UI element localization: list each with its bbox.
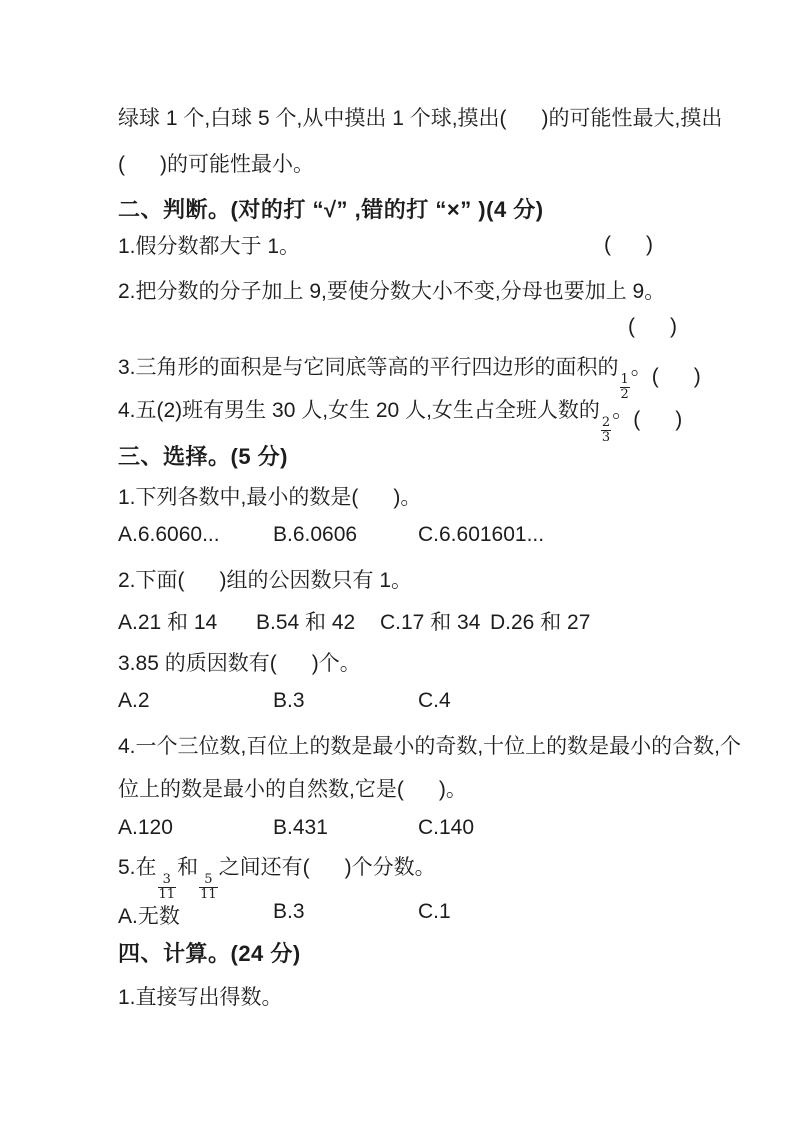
- choice-q2-options: [118, 606, 677, 636]
- answer-bracket: ( ): [633, 407, 683, 431]
- fraction-one-half: $\frac{1}{2}$: [620, 372, 629, 403]
- choice-q2-text: 2.下面( )组的公因数只有 1。: [118, 569, 413, 592]
- option-c: C.1: [418, 900, 451, 923]
- judge-item-1: [118, 230, 677, 260]
- choice-q5-options: [118, 900, 677, 930]
- option-c: C.4: [418, 689, 451, 712]
- choice-q3-text: 3.85 的质因数有( )个。: [118, 652, 361, 675]
- calc-section-heading: 四、计算。(24 分): [118, 941, 301, 966]
- option-c: C.140: [418, 816, 475, 839]
- choice-q1-options: [118, 523, 677, 553]
- judge-section-heading: 二、判断。(对的打 “√” ,错的打 “×” )(4 分): [118, 197, 544, 222]
- choice-q4-options: [118, 816, 677, 846]
- choice-q4-text-line2: 位上的数是最小的自然数,它是( )。: [118, 778, 467, 801]
- option-a: A.120: [118, 816, 173, 839]
- choice-q5-text: 5.在 $\frac{3}{11}$ 和 $\frac{5}{11}$ 之间还有( )个分数。: [118, 856, 436, 903]
- option-a: A.6.6060...: [118, 523, 220, 546]
- option-a: A.无数: [118, 905, 180, 928]
- option-b: B.431: [273, 816, 328, 839]
- answer-bracket: ( ): [651, 364, 701, 388]
- option-d: D.26 和 27: [490, 611, 591, 634]
- choice-section-heading: 三、选择。(5 分): [118, 444, 289, 469]
- option-b: B.3: [273, 900, 305, 923]
- answer-bracket: ( ): [628, 315, 677, 338]
- judge-item-4: [118, 394, 683, 446]
- judge-item-2: 2.把分数的分子加上 9,要使分数大小不变,分母也要加上 9。: [118, 280, 666, 303]
- fraction-two-thirds: $\frac{2}{3}$: [601, 415, 611, 446]
- calc-sub1-text: 1.直接写出得数。: [118, 986, 283, 1009]
- option-a: A.21 和 14: [118, 611, 218, 634]
- judge-item-4-text: 4.五(2)班有男生 30 人,女生 20 人,女生占全班人数的 $\frac{2}{3}$ 。: [118, 399, 634, 446]
- fraction-three-elevenths: $\frac{3}{11}$: [158, 872, 176, 903]
- choice-q1-text: 1.下列各数中,最小的数是( )。: [118, 486, 422, 509]
- choice-q3-options: [118, 689, 677, 719]
- option-c: C.17 和 34: [380, 611, 481, 634]
- judge-item-3-text: 3.三角形的面积是与它同底等高的平行四边形的面积的 $\frac{1}{2}$ 。: [118, 356, 652, 403]
- option-a: A.2: [118, 689, 150, 712]
- fill-blank-line-1: 绿球 1 个,白球 5 个,从中摸出 1 个球,摸出( )的可能性最大,摸出: [118, 107, 723, 130]
- option-b: B.54 和 42: [256, 611, 356, 634]
- answer-bracket: ( ): [604, 233, 653, 256]
- choice-q4-text-line1: 4.一个三位数,百位上的数是最小的奇数,十位上的数是最小的合数,个: [118, 735, 742, 758]
- judge-item-1-text: 1.假分数都大于 1。: [118, 235, 301, 258]
- fraction-five-elevenths: $\frac{5}{11}$: [200, 872, 217, 903]
- option-b: B.6.0606: [273, 523, 358, 546]
- option-b: B.3: [273, 689, 305, 712]
- fill-blank-line-2: ( )的可能性最小。: [118, 153, 314, 176]
- option-c: C.6.601601...: [418, 523, 545, 546]
